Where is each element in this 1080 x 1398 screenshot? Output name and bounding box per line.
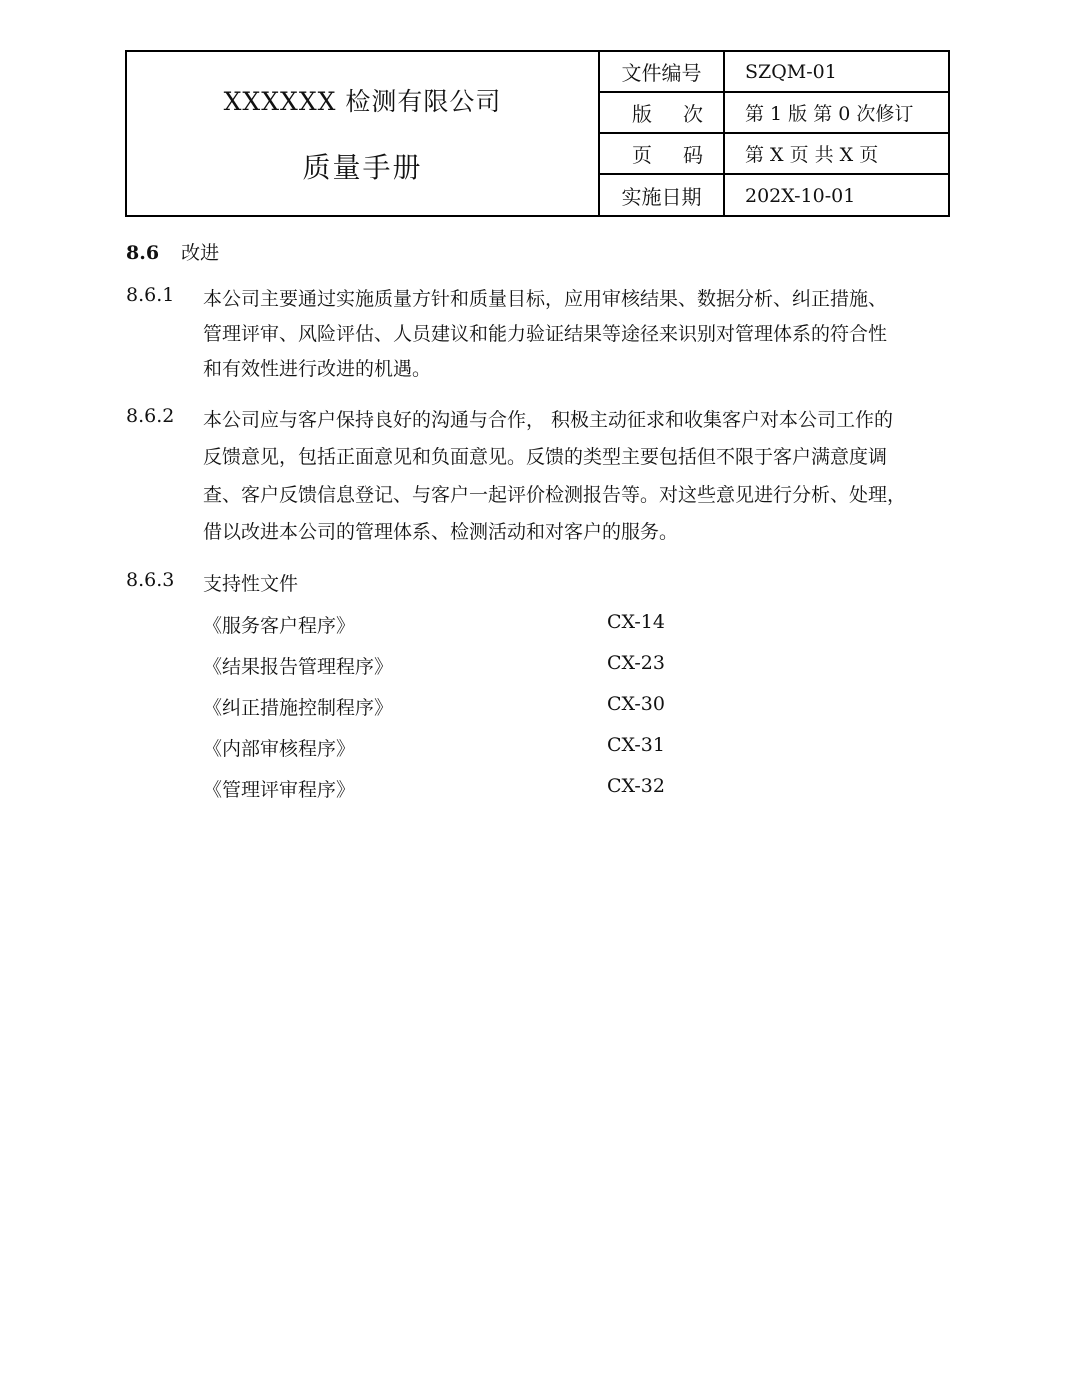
supporting-doc-code: CX-30 — [607, 693, 665, 715]
supporting-doc-code: CX-14 — [607, 611, 665, 633]
manual-title: 质量手册 — [302, 151, 423, 184]
supporting-doc-name: 《纠正措施控制程序》 — [203, 697, 394, 719]
header-row-edition — [600, 93, 948, 134]
header-row-page — [600, 134, 948, 175]
file-number-value: SZQM-01 — [745, 60, 837, 83]
paragraph-number: 8.6.2 — [126, 405, 175, 427]
section-number: 8.6 — [126, 242, 160, 264]
document-header-table — [125, 50, 950, 217]
supporting-doc-name: 《结果报告管理程序》 — [203, 656, 394, 678]
paragraph-line: 反馈意见，包括正面意见和负面意见。反馈的类型主要包括但不限于客户满意度调 — [203, 446, 888, 468]
company-name: XXXXXX 检测有限公司 — [223, 87, 502, 116]
header-title-block — [127, 52, 600, 215]
header-row-file-number — [600, 52, 948, 93]
paragraph-line: 支持性文件 — [203, 573, 299, 595]
paragraph-number: 8.6.1 — [126, 284, 175, 306]
paragraph-line: 本公司应与客户保持良好的沟通与合作， 积极主动征求和收集客户对本公司工作的 — [203, 409, 894, 431]
paragraph-line: 和有效性进行改进的机遇。 — [203, 358, 432, 380]
supporting-doc-name: 《管理评审程序》 — [203, 779, 356, 801]
edition-value: 第 1 版 第 0 次修订 — [745, 103, 914, 125]
page-value: 第 X 页 共 X 页 — [745, 144, 879, 166]
page-label: 页 码 — [600, 134, 725, 173]
supporting-doc-code: CX-32 — [607, 775, 665, 797]
effective-date-label: 实施日期 — [600, 175, 725, 216]
supporting-doc-name: 《服务客户程序》 — [203, 615, 356, 637]
paragraph-number: 8.6.3 — [126, 569, 175, 591]
header-row-effective-date — [600, 175, 948, 216]
paragraph-line: 管理评审、风险评估、人员建议和能力验证结果等途径来识别对管理体系的符合性 — [203, 323, 888, 345]
paragraph-line: 借以改进本公司的管理体系、检测活动和对客户的服务。 — [203, 521, 679, 543]
supporting-doc-code: CX-31 — [607, 734, 665, 756]
section-heading — [126, 238, 219, 265]
edition-label: 版 次 — [600, 93, 725, 132]
paragraph-line: 本公司主要通过实施质量方针和质量目标，应用审核结果、数据分析、纠正措施、 — [203, 288, 888, 310]
supporting-doc-code: CX-23 — [607, 652, 665, 674]
paragraph-line: 查、客户反馈信息登记、与客户一起评价检测报告等。对这些意见进行分析、处理， — [203, 484, 907, 506]
effective-date-value: 202X-10-01 — [745, 184, 856, 207]
supporting-doc-name: 《内部审核程序》 — [203, 738, 356, 760]
file-number-label: 文件编号 — [600, 52, 725, 91]
section-title: 改进 — [181, 242, 220, 264]
